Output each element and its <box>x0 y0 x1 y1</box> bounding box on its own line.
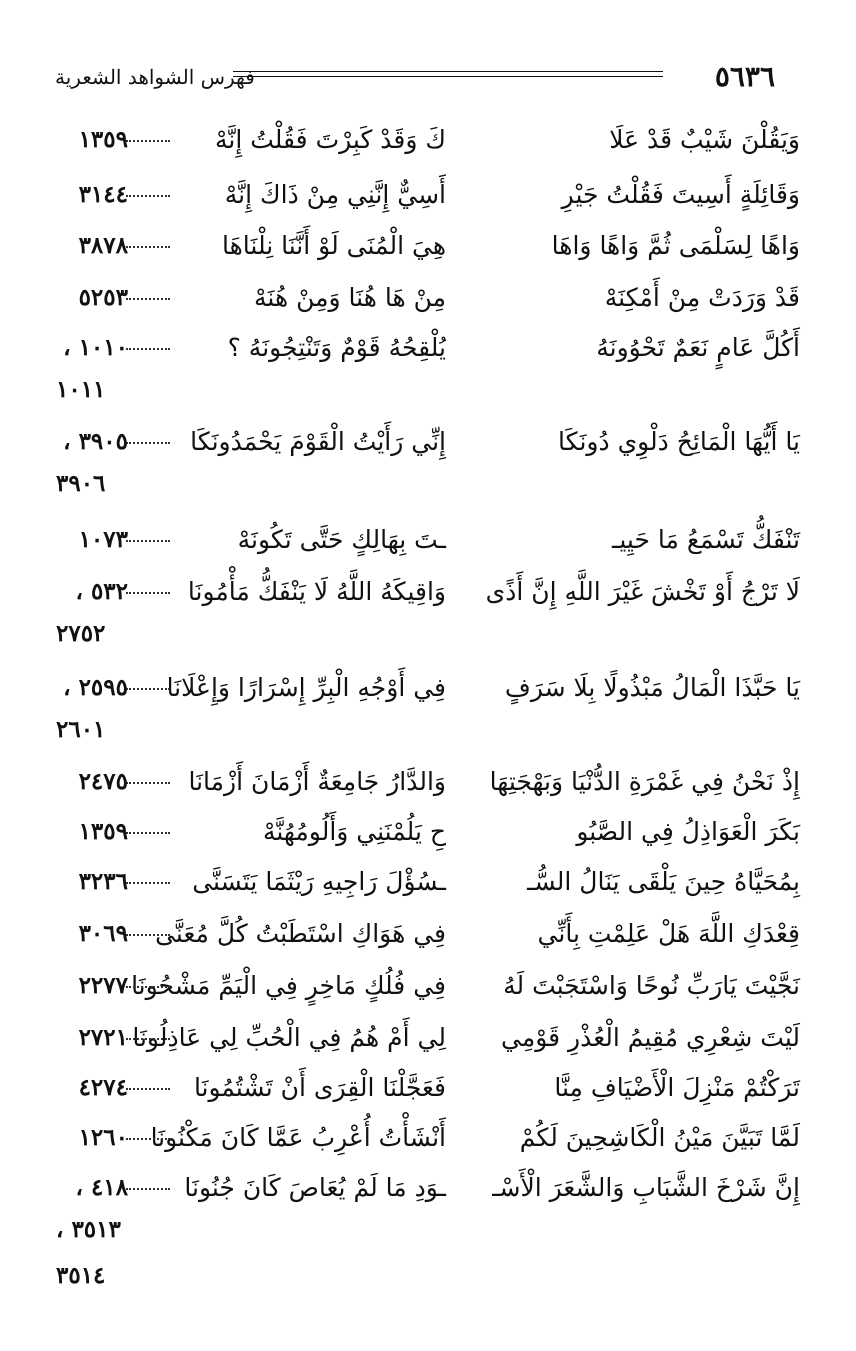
second-hemistich: فِي أَوْجُهِ الْبِرِّ إِسْرَارًا وَإِعْلَانَا <box>166 673 446 702</box>
dot-leader <box>126 832 170 834</box>
first-hemistich: نَجَّيْتَ يَارَبِّ نُوحًا وَاسْتَجَبْتَ لَهُ <box>503 971 800 1000</box>
first-hemistich: يَا أَيُّهَا الْمَائِحُ دَلْوِي دُونَكَا <box>558 427 800 456</box>
dot-leader <box>126 934 170 936</box>
verse-row <box>0 422 856 497</box>
verse-row <box>0 120 856 160</box>
second-hemistich: ـوَدِ مَا لَمْ يُعَاصَ كَانَ جُنُونَا <box>184 1173 446 1202</box>
second-hemistich: حِ يَلُمْنَنِي وَأَلُومُهُنَّهْ <box>262 817 446 846</box>
dot-leader <box>126 782 170 784</box>
reference-number-continuation: ٢٧٥٢ <box>56 620 106 647</box>
reference-number-continuation: ١٠١١ <box>56 376 106 403</box>
reference-number: ١٠١٠ ، <box>63 334 128 361</box>
reference-number: ٢٤٧٥ <box>78 768 128 795</box>
first-hemistich: بَكَرَ الْعَوَاذِلُ فِي الصَّبُو <box>576 817 800 846</box>
dot-leader <box>126 442 170 444</box>
second-hemistich: وَاقِيكَهُ اللَّهُ لَا يَنْفَكُّ مَأْمُونَا <box>187 577 446 606</box>
verse-row <box>0 328 856 403</box>
first-hemistich: وَاهًا لِسَلْمَى ثُمَّ وَاهًا وَاهَا <box>551 231 800 260</box>
verse-row <box>0 966 856 1006</box>
verse-row <box>0 1018 856 1058</box>
dot-leader <box>126 246 170 248</box>
first-hemistich: بِمُحَيَّاهُ حِينَ يَلْقَى يَنَالُ السُّـ <box>527 867 800 896</box>
reference-number: ١٣٥٩ <box>78 126 128 153</box>
reference-number: ١٢٦٠ <box>78 1124 128 1151</box>
dot-leader <box>126 540 170 542</box>
first-hemistich: لَيْتَ شِعْرِي مُقِيمُ الْعُذْرِ قَوْمِي <box>501 1023 800 1052</box>
verse-row <box>0 1118 856 1158</box>
dot-leader <box>126 298 170 300</box>
dot-leader <box>126 1038 170 1040</box>
second-hemistich: أَنْشَأْتُ أُعْرِبُ عَمَّا كَانَ مَكْنُونَا <box>150 1123 446 1152</box>
first-hemistich: إِنَّ شَرْخَ الشَّبَابِ وَالشَّعَرَ الْأَسْـ <box>492 1173 800 1202</box>
second-hemistich: وَالدَّارُ جَامِعَةٌ أَزْمَانَ أَزْمَانَا <box>188 767 446 796</box>
second-hemistich: ـتَ بِهَالِكٍ حَتَّى تَكُونَهْ <box>237 525 446 554</box>
first-hemistich: وَقَائِلَةٍ أَسِيتَ فَقُلْتُ جَيْرِ <box>561 180 800 209</box>
first-hemistich: لَا تَرْجُ أَوْ تَخْشَ غَيْرَ اللَّهِ إِنَّ أَذًى <box>485 577 800 606</box>
verse-row <box>0 175 856 215</box>
reference-number: ٤١٨ ، <box>75 1174 128 1201</box>
reference-number: ٣٨٧٨ <box>78 232 128 259</box>
reference-number: ٤٢٧٤ <box>78 1074 128 1101</box>
second-hemistich: لِي أَمْ هُمُ فِي الْحُبِّ لِي عَاذِلُونَا <box>132 1023 446 1052</box>
second-hemistich: كَ وَقَدْ كَبِرْتَ فَقُلْتُ إِنَّهْ <box>214 125 446 154</box>
dot-leader <box>126 688 170 690</box>
reference-number: ٥٢٥٣ <box>78 284 128 311</box>
verse-row <box>0 1068 856 1108</box>
verse-row <box>0 862 856 902</box>
verse-row <box>0 668 856 743</box>
first-hemistich: قِعْدَكِ اللَّهَ هَلْ عَلِمْتِ بِأَنِّي <box>537 919 800 948</box>
header-rule <box>233 71 663 77</box>
second-hemistich: مِنْ هَا هُنَا وَمِنْ هُنَهْ <box>254 283 446 312</box>
dot-leader <box>126 348 170 350</box>
second-hemistich: إِنِّي رَأَيْتُ الْقَوْمَ يَحْمَدُونَكَا <box>190 427 446 456</box>
dot-leader <box>126 1188 170 1190</box>
first-hemistich: تَرَكْتُمْ مَنْزِلَ الْأَضْيَافِ مِنَّا <box>554 1073 800 1102</box>
reference-number: ٣٢٣٦ <box>78 868 128 895</box>
reference-number: ٣٠٦٩ <box>78 920 128 947</box>
second-hemistich: يُلْقِحُهُ قَوْمٌ وَتَنْتِجُونَهُ ؟ <box>227 333 446 362</box>
dot-leader <box>126 1088 170 1090</box>
verse-row <box>0 226 856 266</box>
verse-row <box>0 1168 856 1289</box>
verse-row <box>0 762 856 802</box>
reference-number-continuation: ٣٥١٣ ، <box>56 1216 121 1243</box>
first-hemistich: إِذْ نَحْنُ فِي غَمْرَةِ الدُّنْيَا وَبَهْجَتِهَا <box>489 767 800 796</box>
verse-row <box>0 914 856 954</box>
reference-number: ٥٣٢ ، <box>75 578 128 605</box>
reference-number: ٢٧٢١ <box>78 1024 128 1051</box>
dot-leader <box>126 195 170 197</box>
first-hemistich: وَيَقُلْنَ شَيْبٌ قَدْ عَلَا <box>609 125 800 154</box>
page-number: ٥٦٣٦ <box>714 60 775 93</box>
reference-number: ٢٢٧٧ <box>78 972 128 999</box>
reference-number: ٣١٤٤ <box>78 181 128 208</box>
first-hemistich: يَا حَبَّذَا الْمَالُ مَبْذُولًا بِلَا سَرَفٍ <box>504 673 800 702</box>
dot-leader <box>126 140 170 142</box>
second-hemistich: فِي فُلُكٍ مَاخِرٍ فِي الْيَمِّ مَشْحُونَا <box>131 971 446 1000</box>
verse-row <box>0 520 856 560</box>
first-hemistich: أَكُلَّ عَامٍ نَعَمٌ تَحْوُونَهُ <box>596 333 800 362</box>
verse-row <box>0 278 856 318</box>
dot-leader <box>126 1138 170 1140</box>
reference-number: ٣٩٠٥ ، <box>63 428 128 455</box>
second-hemistich: فَعَجَّلْنَا الْقِرَى أَنْ تَشْتُمُونَا <box>193 1073 446 1102</box>
running-title: فهرس الشواهد الشعرية <box>55 65 255 89</box>
reference-number-continuation: ٣٥١٤ <box>56 1262 106 1289</box>
second-hemistich: أَسِيٌّ إِنَّنِي مِنْ ذَاكَ إِنَّهْ <box>224 180 446 209</box>
reference-number: ١٣٥٩ <box>78 818 128 845</box>
second-hemistich: هِيَ الْمُنَى لَوْ أَنَّنَا نِلْنَاهَا <box>222 231 446 260</box>
second-hemistich: فِي هَوَاكِ اسْتَطَبْتُ كُلَّ مُعَنَّى <box>155 919 446 948</box>
page-header <box>55 60 775 100</box>
first-hemistich: لَمَّا تَبَيَّنَ مَيْنُ الْكَاشِحِينَ لَكُمْ <box>519 1123 800 1152</box>
first-hemistich: قَدْ وَرَدَتْ مِنْ أَمْكِنَهْ <box>604 283 800 312</box>
dot-leader <box>126 882 170 884</box>
second-hemistich: ـسُؤْلَ رَاجِيهِ رَيْثَمَا يَتَسَنَّى <box>192 867 446 896</box>
reference-number: ٢٥٩٥ ، <box>63 674 128 701</box>
reference-number-continuation: ٢٦٠١ <box>56 716 106 743</box>
dot-leader <box>126 592 170 594</box>
reference-number: ١٠٧٣ <box>78 526 128 553</box>
verse-row <box>0 812 856 852</box>
reference-number-continuation: ٣٩٠٦ <box>56 470 106 497</box>
verse-row <box>0 572 856 647</box>
first-hemistich: تَنْفَكُّ تَسْمَعُ مَا حَيِيـ <box>612 525 800 554</box>
dot-leader <box>126 986 170 988</box>
